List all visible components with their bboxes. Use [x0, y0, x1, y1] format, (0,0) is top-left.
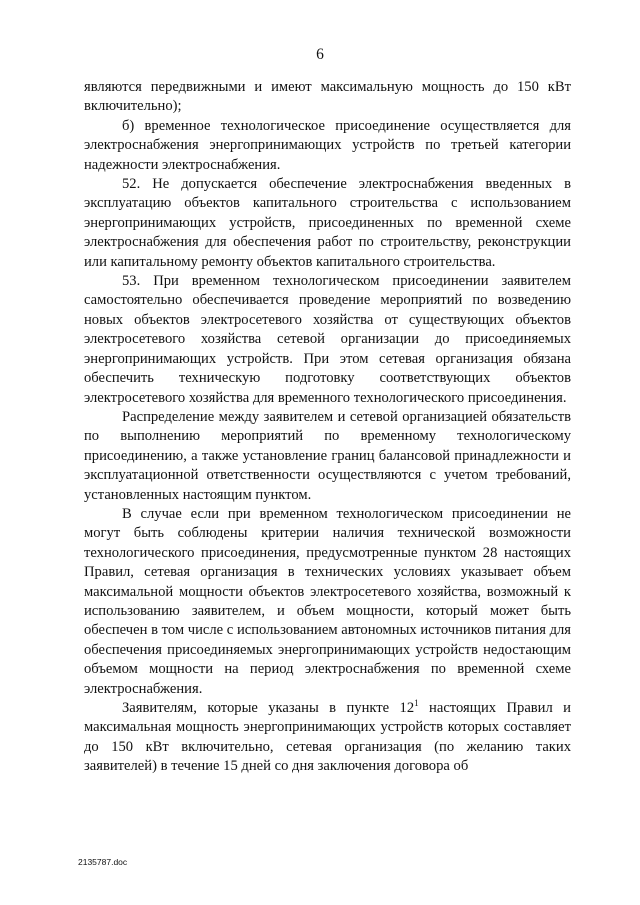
paragraph-criteria: В случае если при временном технологическом присоединении не могут быть соблюдены критерии наличия технической возможности технологического присоединения, предусмотренные пунктом 28 настоящих Правил, сетевая организация в технических условиях указывает объем максимальной мощности объектов электросетевого хозяйства, возможный к использованию заявителем, и объем мощности, который может быть обеспечен в том числе с использованием автономных источников питания для обеспечения присоединяемых энергопринимающих устройств недостающим объемом мощности на период электроснабжения по временной схеме электроснабжения.	[84, 505, 571, 697]
paragraph-continuation: являются передвижными и имеют максимальную мощность до 150 кВт включительно);	[84, 79, 571, 115]
page-number: 6	[316, 46, 324, 63]
paragraph-52: 52. Не допускается обеспечение электроснабжения введенных в эксплуатацию объектов капитального строительства с использованием энергопринимающих устройств, присоединенных по временной схеме электроснабжения для обеспечения работ по строительству, реконструкции или капитальному ремонту объектов капитального строительства.	[84, 176, 571, 270]
applicants-text-end: настоящих Правил и максимальная мощность энергопринимающих устройств которых составляет до 150 кВт включительно, сетевая организация (по желанию таких заявителей) в течение 15 дней со дня заключения договора об	[84, 700, 571, 775]
file-name-footer: 2135787.doc	[78, 857, 128, 867]
paragraph-53: 53. При временном технологическом присоединении заявителем самостоятельно обеспечивается проведение мероприятий по возведению новых объектов электросетевого хозяйства от существующих объектов электросетевого хозяйства сетевой организации до присоединяемых энергопринимающих устройств. При этом сетевая организация обязана обеспечить техническую подготовку соответствующих объектов электросетевого хозяйства для временного технологического присоединения.	[84, 273, 571, 406]
paragraph-distribution: Распределение между заявителем и сетевой организацией обязательств по выполнению мероприятий по временному технологическому присоединению, а также установление границ балансовой принадлежности и эксплуатационной ответственности осуществляются с учетом требований, установленных настоящим пунктом.	[84, 408, 571, 503]
paragraph-applicants	[84, 699, 571, 777]
applicants-text-start: Заявителям, которые указаны в пункте 12	[122, 700, 415, 716]
document-body	[84, 78, 571, 777]
paragraph-item-b: б) временное технологическое присоединение осуществляется для электроснабжения энергопринимающих устройств по третьей категории надежности электроснабжения.	[84, 117, 571, 173]
footnote-superscript: 1	[414, 698, 419, 709]
